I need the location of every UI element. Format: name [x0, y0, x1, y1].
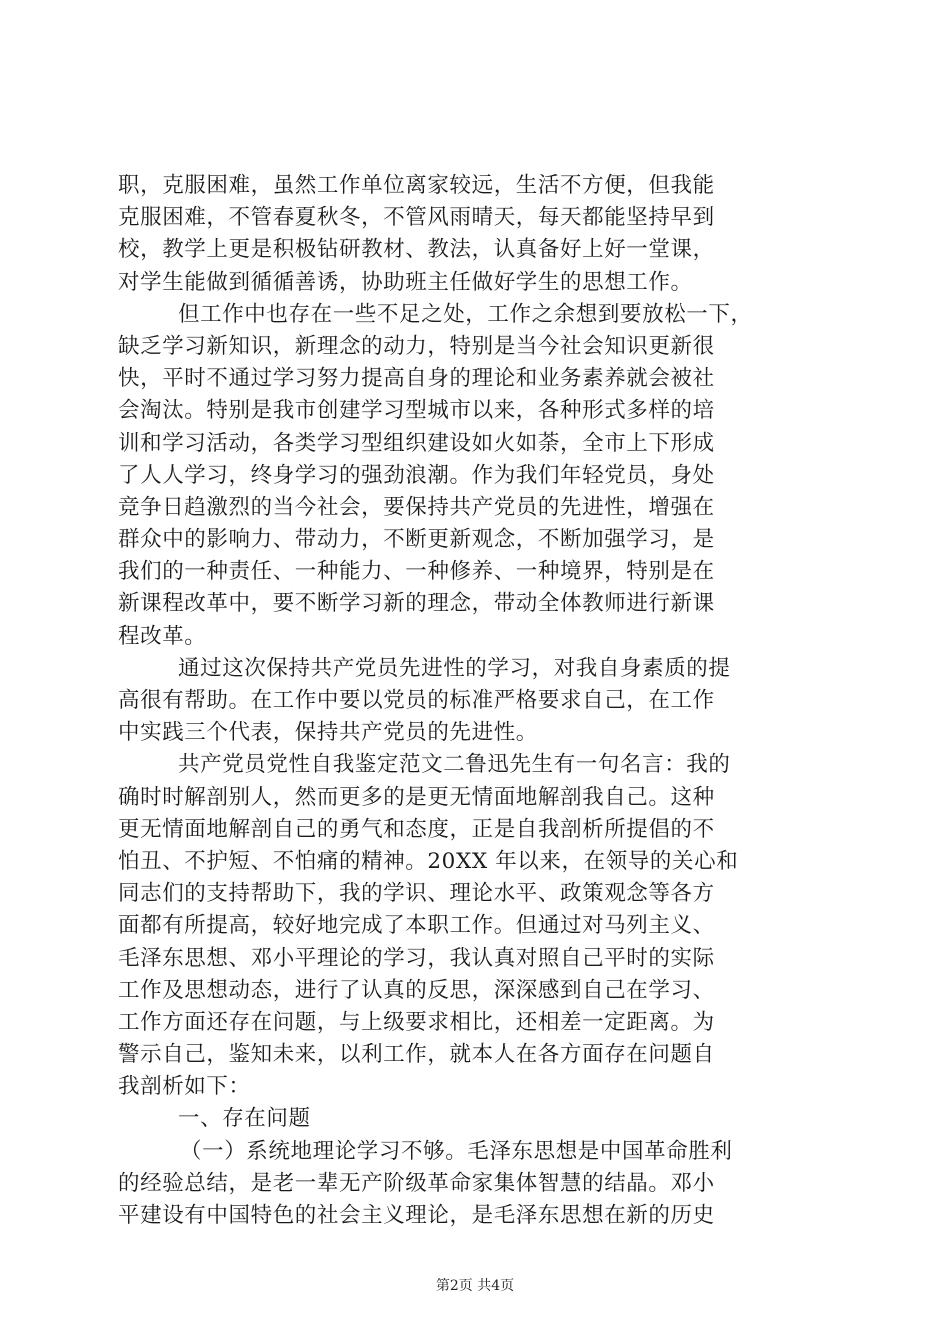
- text-line: 的经验总结，是老一辈无产阶级革命家集体智慧的结晶。邓小: [118, 1170, 715, 1196]
- text-line: 确时时解剖别人，然而更多的是更无情面地解剖我自己。这种: [118, 784, 715, 810]
- text-line: 快，平时不通过学习努力提高自身的理论和业务素养就会被社: [118, 366, 715, 392]
- text-line: 对学生能做到循循善诱，协助班主任做好学生的思想工作。: [118, 269, 693, 295]
- text-line: 训和学习活动，各类学习型组织建设如火如荼，全市上下形成: [118, 430, 715, 456]
- text-line: 我们的一种责任、一种能力、一种修养、一种境界，特别是在: [118, 559, 715, 585]
- text-line: 校，教学上更是积极钻研教材、教法，认真备好上好一堂课，: [118, 237, 715, 263]
- text-line: 缺乏学习新知识，新理念的动力，特别是当今社会知识更新很: [118, 333, 715, 359]
- text-line: 我剖析如下：: [118, 1074, 251, 1100]
- text-line: 竞争日趋激烈的当今社会，要保持共产党员的先进性，增强在: [118, 494, 715, 520]
- text-line: 平建设有中国特色的社会主义理论，是毛泽东思想在新的历史: [118, 1203, 715, 1228]
- text-line: 面都有所提高，较好地完成了本职工作。但通过对马列主义、: [118, 913, 715, 939]
- section-heading: 一、存在问题: [178, 1106, 311, 1132]
- text-line: 高很有帮助。在工作中要以党员的标准严格要求自己，在工作: [118, 688, 715, 713]
- text-line: 会淘汰。特别是我市创建学习型城市以来，各种形式多样的培: [118, 398, 715, 424]
- text-line: 职，克服困难，虽然工作单位离家较远，生活不方便，但我能: [118, 173, 715, 198]
- text-line: 程改革。: [118, 623, 207, 649]
- text-line: 中实践三个代表，保持共产党员的先进性。: [118, 720, 538, 746]
- paragraph-start-line: 通过这次保持共产党员先进性的学习，对我自身素质的提: [178, 655, 731, 681]
- text-line: 新课程改革中，要不断学习新的理念，带动全体教师进行新课: [118, 591, 715, 617]
- text-line: 同志们的支持帮助下，我的学识、理论水平、政策观念等各方: [118, 881, 715, 907]
- text-line: 怕丑、不护短、不怕痛的精神。20XX 年以来，在领导的关心和: [118, 848, 739, 874]
- paragraph-start-line: 共产党员党性自我鉴定范文二鲁迅先生有一句名言：我的: [178, 752, 731, 778]
- paragraph-start-line: 但工作中也存在一些不足之处，工作之余想到要放松一下，: [178, 301, 753, 327]
- page-number-footer: 第2页 共4页: [435, 1278, 515, 1294]
- text-line: 更无情面地解剖自己的勇气和态度，正是自我剖析所提倡的不: [118, 816, 715, 842]
- text-line: 工作及思想动态，进行了认真的反思，深深感到自己在学习、: [118, 977, 715, 1003]
- subsection-start-line: （一）系统地理论学习不够。毛泽东思想是中国革命胜利: [180, 1138, 733, 1164]
- text-line: 毛泽东思想、邓小平理论的学习，我认真对照自己平时的实际: [118, 945, 715, 971]
- text-line: 了人人学习，终身学习的强劲浪潮。作为我们年轻党员，身处: [118, 462, 715, 488]
- text-line: 工作方面还存在问题，与上级要求相比，还相差一定距离。为: [118, 1009, 715, 1035]
- text-line: 群众中的影响力、带动力，不断更新观念，不断加强学习，是: [118, 527, 715, 553]
- text-line: 克服困难，不管春夏秋冬，不管风雨晴天，每天都能坚持早到: [118, 205, 715, 231]
- body-text: [118, 170, 838, 1232]
- text-line: 警示自己，鉴知未来，以利工作，就本人在各方面存在问题自: [118, 1042, 715, 1068]
